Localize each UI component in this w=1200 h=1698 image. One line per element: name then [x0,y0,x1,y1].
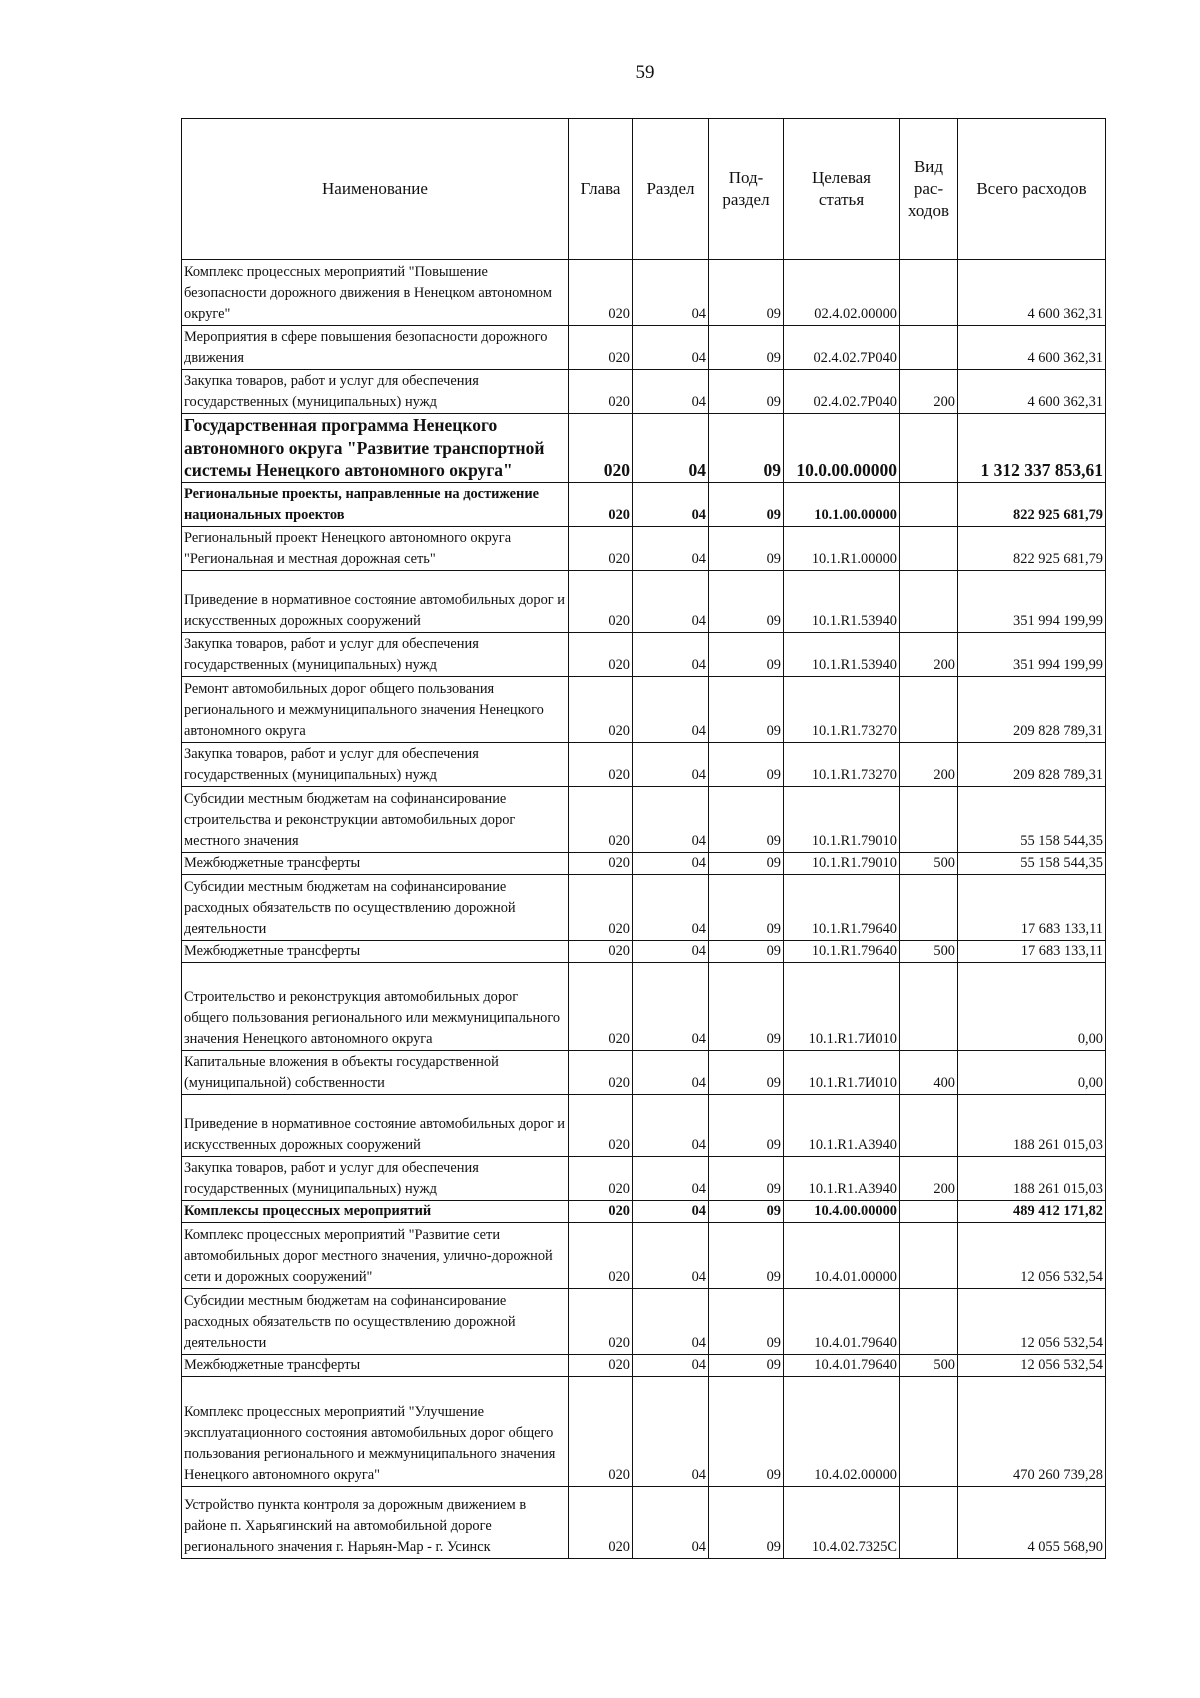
row-total-cell: 351 994 199,99 [958,570,1106,632]
row-target-article-cell: 10.1.R1.А3940 [784,1156,900,1200]
row-total-cell: 12 056 532,54 [958,1222,1106,1288]
row-name-cell: Капитальные вложения в объекты государственной (муниципальной) собственности [182,1050,569,1094]
row-chapter-cell: 020 [569,482,633,526]
row-name-cell: Приведение в нормативное состояние автомобильных дорог и искусственных дорожных сооружений [182,570,569,632]
table-row [182,1156,1106,1200]
row-expense-kind-cell [900,414,958,483]
row-subsection-cell: 09 [709,1486,784,1558]
row-subsection-cell: 09 [709,1222,784,1288]
row-chapter-cell: 020 [569,676,633,742]
table-row [182,632,1106,676]
row-target-article-cell: 10.4.02.00000 [784,1376,900,1486]
row-name-cell: Субсидии местным бюджетам на софинансирование расходных обязательств по осуществлению дорожной деятельности [182,874,569,940]
row-expense-kind-cell [900,1376,958,1486]
row-section-cell: 04 [633,1094,709,1156]
row-section-cell: 04 [633,852,709,874]
row-total-cell: 12 056 532,54 [958,1288,1106,1354]
row-section-cell: 04 [633,1486,709,1558]
row-subsection-cell: 09 [709,962,784,1050]
row-expense-kind-cell [900,1094,958,1156]
row-target-article-cell: 10.4.01.79640 [784,1354,900,1376]
header-chapter: Глава [569,119,633,260]
row-total-cell: 209 828 789,31 [958,742,1106,786]
table-row [182,1376,1106,1486]
row-chapter-cell: 020 [569,326,633,370]
row-subsection-cell: 09 [709,1200,784,1222]
row-expense-kind-cell: 200 [900,1156,958,1200]
row-total-cell: 489 412 171,82 [958,1200,1106,1222]
row-expense-kind-cell [900,1486,958,1558]
table-row [182,326,1106,370]
budget-table [181,118,1106,1559]
row-name-cell: Комплекс процессных мероприятий "Повышение безопасности дорожного движения в Ненецком автономном округе" [182,260,569,326]
row-target-article-cell: 10.1.R1.А3940 [784,1094,900,1156]
row-name-cell: Мероприятия в сфере повышения безопасности дорожного движения [182,326,569,370]
row-name-cell: Межбюджетные трансферты [182,852,569,874]
table-row [182,874,1106,940]
row-target-article-cell: 02.4.02.7Р040 [784,370,900,414]
row-total-cell: 188 261 015,03 [958,1094,1106,1156]
row-subsection-cell: 09 [709,570,784,632]
row-chapter-cell: 020 [569,1050,633,1094]
row-target-article-cell: 10.1.R1.79010 [784,852,900,874]
table-row [182,1288,1106,1354]
row-target-article-cell: 10.1.00.00000 [784,482,900,526]
row-chapter-cell: 020 [569,962,633,1050]
row-chapter-cell: 020 [569,414,633,483]
row-subsection-cell: 09 [709,414,784,483]
row-target-article-cell: 10.1.R1.79640 [784,940,900,962]
row-subsection-cell: 09 [709,326,784,370]
row-total-cell: 822 925 681,79 [958,482,1106,526]
row-total-cell: 822 925 681,79 [958,526,1106,570]
row-total-cell: 55 158 544,35 [958,852,1106,874]
row-target-article-cell: 10.1.R1.53940 [784,570,900,632]
row-name-cell: Комплексы процессных мероприятий [182,1200,569,1222]
row-section-cell: 04 [633,1200,709,1222]
row-target-article-cell: 10.1.R1.73270 [784,676,900,742]
row-total-cell: 4 600 362,31 [958,370,1106,414]
row-name-cell: Закупка товаров, работ и услуг для обеспечения государственных (муниципальных) нужд [182,632,569,676]
row-subsection-cell: 09 [709,1354,784,1376]
row-chapter-cell: 020 [569,786,633,852]
row-subsection-cell: 09 [709,1050,784,1094]
header-target-article: Целевая статья [784,119,900,260]
row-target-article-cell: 10.4.02.7325С [784,1486,900,1558]
row-chapter-cell: 020 [569,1486,633,1558]
row-target-article-cell: 10.1.R1.7И010 [784,962,900,1050]
table-row [182,1486,1106,1558]
row-expense-kind-cell [900,1200,958,1222]
row-section-cell: 04 [633,632,709,676]
row-target-article-cell: 10.1.R1.53940 [784,632,900,676]
table-row [182,482,1106,526]
row-target-article-cell: 10.4.00.00000 [784,1200,900,1222]
table-row [182,852,1106,874]
row-expense-kind-cell [900,786,958,852]
row-target-article-cell: 10.1.R1.73270 [784,742,900,786]
table-row [182,1354,1106,1376]
row-section-cell: 04 [633,414,709,483]
row-target-article-cell: 10.4.01.00000 [784,1222,900,1288]
row-name-cell: Субсидии местным бюджетам на софинансирование расходных обязательств по осуществлению дорожной деятельности [182,1288,569,1354]
row-total-cell: 4 600 362,31 [958,326,1106,370]
row-chapter-cell: 020 [569,1222,633,1288]
row-total-cell: 0,00 [958,1050,1106,1094]
row-section-cell: 04 [633,1050,709,1094]
row-name-cell: Ремонт автомобильных дорог общего пользования регионального и межмуниципального значения Ненецкого автономного округа [182,676,569,742]
row-name-cell: Региональные проекты, направленные на достижение национальных проектов [182,482,569,526]
row-section-cell: 04 [633,1222,709,1288]
row-chapter-cell: 020 [569,526,633,570]
row-section-cell: 04 [633,326,709,370]
row-subsection-cell: 09 [709,526,784,570]
row-expense-kind-cell: 500 [900,852,958,874]
row-subsection-cell: 09 [709,260,784,326]
row-chapter-cell: 020 [569,260,633,326]
table-row [182,414,1106,483]
row-name-cell: Государственная программа Ненецкого автономного округа "Развитие транспортной системы Ненецкого автономного округа" [182,414,569,483]
row-total-cell: 12 056 532,54 [958,1354,1106,1376]
table-row [182,1094,1106,1156]
row-subsection-cell: 09 [709,1288,784,1354]
row-subsection-cell: 09 [709,632,784,676]
row-expense-kind-cell [900,482,958,526]
table-header-row [182,119,1106,260]
row-total-cell: 4 055 568,90 [958,1486,1106,1558]
row-total-cell: 209 828 789,31 [958,676,1106,742]
row-chapter-cell: 020 [569,1156,633,1200]
row-name-cell: Комплекс процессных мероприятий "Улучшение эксплуатационного состояния автомобильных дорог общего пользования регионального и межмуниципального значения Ненецкого автономного округа" [182,1376,569,1486]
page-number: 59 [635,62,655,83]
table-row [182,940,1106,962]
row-expense-kind-cell [900,326,958,370]
header-section: Раздел [633,119,709,260]
row-total-cell: 351 994 199,99 [958,632,1106,676]
row-subsection-cell: 09 [709,1094,784,1156]
row-target-article-cell: 10.1.R1.79640 [784,874,900,940]
row-name-cell: Закупка товаров, работ и услуг для обеспечения государственных (муниципальных) нужд [182,370,569,414]
row-section-cell: 04 [633,1354,709,1376]
row-expense-kind-cell [900,570,958,632]
row-chapter-cell: 020 [569,940,633,962]
row-total-cell: 55 158 544,35 [958,786,1106,852]
row-chapter-cell: 020 [569,1200,633,1222]
row-target-article-cell: 10.0.00.00000 [784,414,900,483]
row-subsection-cell: 09 [709,1156,784,1200]
row-total-cell: 188 261 015,03 [958,1156,1106,1200]
row-total-cell: 17 683 133,11 [958,940,1106,962]
row-section-cell: 04 [633,1288,709,1354]
row-total-cell: 17 683 133,11 [958,874,1106,940]
row-chapter-cell: 020 [569,570,633,632]
row-subsection-cell: 09 [709,852,784,874]
row-subsection-cell: 09 [709,940,784,962]
row-expense-kind-cell [900,260,958,326]
row-name-cell: Комплекс процессных мероприятий "Развитие сети автомобильных дорог местного значения, улично-дорожной сети и дорожных сооружений" [182,1222,569,1288]
table-row [182,676,1106,742]
row-total-cell: 470 260 739,28 [958,1376,1106,1486]
row-name-cell: Приведение в нормативное состояние автомобильных дорог и искусственных дорожных сооружений [182,1094,569,1156]
row-expense-kind-cell: 200 [900,742,958,786]
row-chapter-cell: 020 [569,874,633,940]
row-chapter-cell: 020 [569,632,633,676]
table-row [182,786,1106,852]
row-total-cell: 4 600 362,31 [958,260,1106,326]
row-section-cell: 04 [633,874,709,940]
row-name-cell: Устройство пункта контроля за дорожным движением в районе п. Харьягинский на автомобильной дороге регионального значения г. Нарьян-Мар - г. Усинск [182,1486,569,1558]
row-section-cell: 04 [633,742,709,786]
row-subsection-cell: 09 [709,370,784,414]
table-row [182,260,1106,326]
row-expense-kind-cell: 200 [900,370,958,414]
row-section-cell: 04 [633,676,709,742]
row-section-cell: 04 [633,526,709,570]
row-expense-kind-cell [900,962,958,1050]
row-target-article-cell: 10.1.R1.7И010 [784,1050,900,1094]
row-expense-kind-cell [900,676,958,742]
row-section-cell: 04 [633,962,709,1050]
row-subsection-cell: 09 [709,874,784,940]
header-name: Наименование [182,119,569,260]
table-row [182,570,1106,632]
row-expense-kind-cell: 200 [900,632,958,676]
row-name-cell: Закупка товаров, работ и услуг для обеспечения государственных (муниципальных) нужд [182,1156,569,1200]
row-target-article-cell: 10.1.R1.00000 [784,526,900,570]
row-chapter-cell: 020 [569,1354,633,1376]
row-subsection-cell: 09 [709,482,784,526]
table-row [182,1050,1106,1094]
row-section-cell: 04 [633,570,709,632]
header-total-expenses: Всего расходов [958,119,1106,260]
row-name-cell: Субсидии местным бюджетам на софинансирование строительства и реконструкции автомобильных дорог местного значения [182,786,569,852]
row-name-cell: Закупка товаров, работ и услуг для обеспечения государственных (муниципальных) нужд [182,742,569,786]
row-expense-kind-cell [900,874,958,940]
row-expense-kind-cell: 400 [900,1050,958,1094]
row-subsection-cell: 09 [709,1376,784,1486]
row-chapter-cell: 020 [569,852,633,874]
row-expense-kind-cell: 500 [900,940,958,962]
row-name-cell: Региональный проект Ненецкого автономного округа "Региональная и местная дорожная сеть" [182,526,569,570]
row-name-cell: Межбюджетные трансферты [182,1354,569,1376]
row-section-cell: 04 [633,370,709,414]
row-target-article-cell: 02.4.02.7Р040 [784,326,900,370]
row-chapter-cell: 020 [569,1376,633,1486]
table-row [182,742,1106,786]
row-chapter-cell: 020 [569,1288,633,1354]
row-total-cell: 0,00 [958,962,1106,1050]
table-row [182,370,1106,414]
row-section-cell: 04 [633,940,709,962]
row-subsection-cell: 09 [709,676,784,742]
row-expense-kind-cell [900,1222,958,1288]
row-section-cell: 04 [633,482,709,526]
header-expense-kind: Вид рас- ходов [900,119,958,260]
row-chapter-cell: 020 [569,370,633,414]
table-body [182,260,1106,1559]
table-row [182,962,1106,1050]
row-subsection-cell: 09 [709,742,784,786]
row-expense-kind-cell [900,1288,958,1354]
header-subsection: Под- раздел [709,119,784,260]
row-expense-kind-cell [900,526,958,570]
row-name-cell: Межбюджетные трансферты [182,940,569,962]
row-target-article-cell: 02.4.02.00000 [784,260,900,326]
table-row [182,526,1106,570]
row-name-cell: Строительство и реконструкция автомобильных дорог общего пользования регионального или межмуниципального значения Ненецкого автономного округа [182,962,569,1050]
row-target-article-cell: 10.4.01.79640 [784,1288,900,1354]
row-expense-kind-cell: 500 [900,1354,958,1376]
row-section-cell: 04 [633,1376,709,1486]
row-subsection-cell: 09 [709,786,784,852]
table-row [182,1222,1106,1288]
row-section-cell: 04 [633,786,709,852]
row-section-cell: 04 [633,260,709,326]
row-chapter-cell: 020 [569,1094,633,1156]
row-target-article-cell: 10.1.R1.79010 [784,786,900,852]
table-row [182,1200,1106,1222]
row-chapter-cell: 020 [569,742,633,786]
row-total-cell: 1 312 337 853,61 [958,414,1106,483]
row-section-cell: 04 [633,1156,709,1200]
